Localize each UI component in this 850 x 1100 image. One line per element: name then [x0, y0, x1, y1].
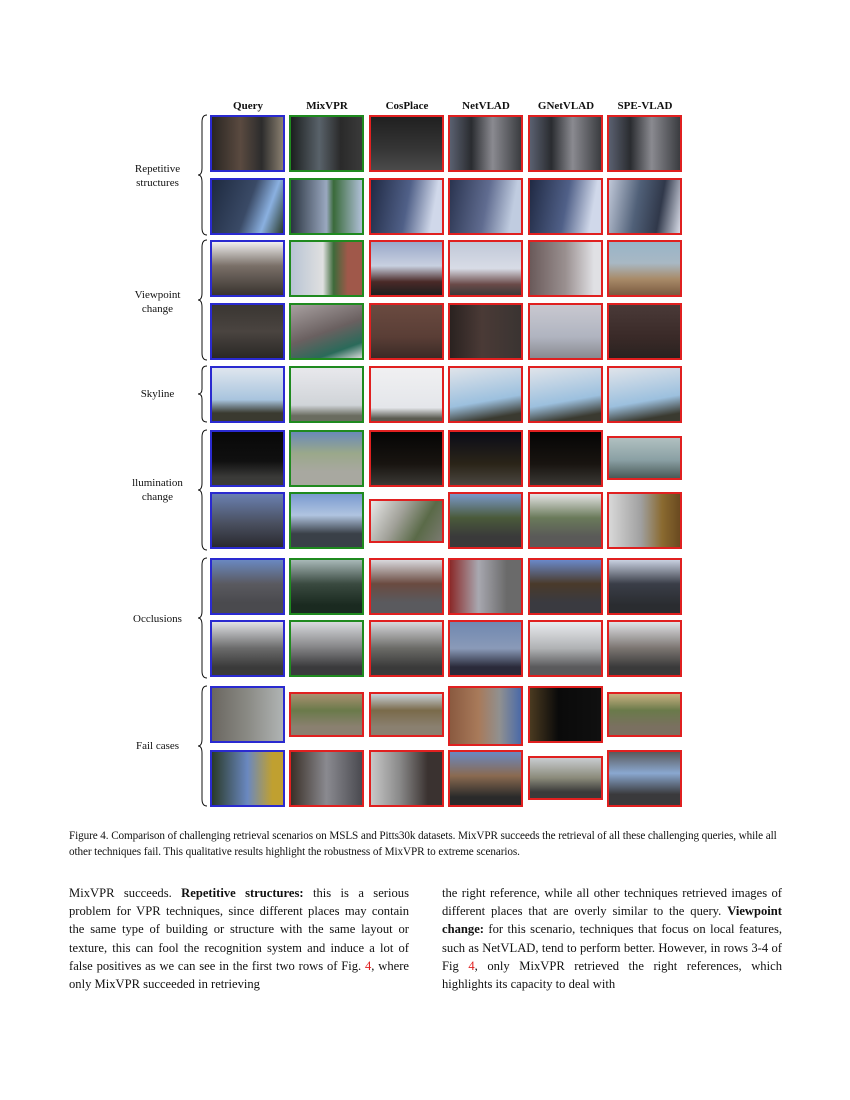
- brace-icon: [198, 429, 208, 551]
- gnetvlad-result-image: [528, 492, 603, 549]
- column-header-cosplace: CosPlace: [385, 100, 429, 112]
- mixvpr-result-image: [289, 303, 364, 360]
- spe-vlad-result-image: [607, 558, 682, 615]
- group-label-illumination: [120, 476, 195, 504]
- mixvpr-result-image: [289, 692, 364, 737]
- spe-vlad-result-image: [607, 750, 682, 807]
- text-run: this is a serious problem for VPR techniques, since different places may contain the same type of building or structure with the same layout or texture, this can fool the recognition system and induce a lot of false positives as we can see in the first two rows of Fig.: [69, 886, 409, 973]
- label-line: change: [141, 491, 174, 503]
- mixvpr-result-image: [289, 240, 364, 297]
- gnetvlad-result-image: [528, 686, 603, 743]
- column-header-query: Query: [233, 100, 263, 112]
- gnetvlad-result-image: [528, 115, 603, 172]
- query-image: [210, 178, 285, 235]
- text-run: MixVPR succeeds.: [69, 886, 182, 900]
- brace-icon: [198, 685, 208, 807]
- gnetvlad-result-image: [528, 430, 603, 487]
- netvlad-result-image: [448, 240, 523, 297]
- brace-icon: [198, 239, 208, 361]
- group-label-viewpoint: [120, 288, 195, 316]
- query-image: [210, 620, 285, 677]
- brace-icon: [198, 557, 208, 679]
- text-run: , only MixVPR retrieved the right references, which highlights its capacity to deal with: [442, 958, 782, 992]
- figure-ref-link[interactable]: 4: [365, 958, 372, 973]
- figure-caption: Figure 4. Comparison of challenging retrieval scenarios on MSLS and Pitts30k datasets. MixVPR succeeds the retrieval of all these challenging queries, while all other techniques fail. This qualitative results highlight the robustness of MixVPR to extreme scenarios.: [69, 830, 777, 858]
- mixvpr-result-image: [289, 366, 364, 423]
- label-line: change: [141, 303, 174, 315]
- cosplace-result-image: [369, 620, 444, 677]
- netvlad-result-image: [448, 303, 523, 360]
- column-header-mixvpr: MixVPR: [306, 100, 348, 112]
- text-run: the right reference, while all other techniques retrieved images of different places that are overly similar to the query.: [442, 886, 782, 919]
- mixvpr-result-image: [289, 430, 364, 487]
- label-line: Skyline: [140, 388, 175, 400]
- query-image: [210, 750, 285, 807]
- label-line: Fail cases: [135, 740, 180, 752]
- cosplace-result-image: [369, 178, 444, 235]
- bold-heading: Repetitive structures:: [181, 886, 304, 900]
- query-image: [210, 492, 285, 549]
- label-line: structures: [136, 177, 179, 189]
- spe-vlad-result-image: [607, 303, 682, 360]
- cosplace-result-image: [369, 303, 444, 360]
- column-header-netvlad: NetVLAD: [462, 100, 510, 112]
- group-label-fail-cases: [120, 739, 195, 753]
- gnetvlad-result-image: [528, 240, 603, 297]
- query-image: [210, 686, 285, 743]
- netvlad-result-image: [448, 620, 523, 677]
- netvlad-result-image: [448, 492, 523, 549]
- column-header-gnetvlad: GNetVLAD: [537, 100, 595, 112]
- spe-vlad-result-image: [607, 492, 682, 549]
- label-line: Viewpoint: [134, 289, 181, 301]
- netvlad-result-image: [448, 558, 523, 615]
- query-image: [210, 558, 285, 615]
- column-header-spe-vlad: SPE-VLAD: [617, 100, 673, 112]
- netvlad-result-image: [448, 750, 523, 807]
- mixvpr-result-image: [289, 750, 364, 807]
- spe-vlad-result-image: [607, 240, 682, 297]
- netvlad-result-image: [448, 686, 523, 746]
- gnetvlad-result-image: [528, 366, 603, 423]
- brace-icon: [198, 114, 208, 236]
- label-line: Occlusions: [133, 613, 182, 625]
- spe-vlad-result-image: [607, 366, 682, 423]
- query-image: [210, 430, 285, 487]
- gnetvlad-result-image: [528, 303, 603, 360]
- gnetvlad-result-image: [528, 756, 603, 800]
- cosplace-result-image: [369, 692, 444, 737]
- bold-heading: Viewpoint change:: [442, 904, 782, 937]
- label-line: llumination: [132, 477, 183, 489]
- query-image: [210, 240, 285, 297]
- text-run: for this scenario, techniques that focus on local features, such as NetVLAD, tend to perform better. However, in rows 3-4 of Fig: [442, 922, 782, 973]
- cosplace-result-image: [369, 115, 444, 172]
- cosplace-result-image: [369, 558, 444, 615]
- spe-vlad-result-image: [607, 436, 682, 480]
- gnetvlad-result-image: [528, 620, 603, 677]
- spe-vlad-result-image: [607, 178, 682, 235]
- group-label-repetitive: [120, 162, 195, 190]
- brace-icon: [198, 365, 208, 423]
- spe-vlad-result-image: [607, 115, 682, 172]
- cosplace-result-image: [369, 750, 444, 807]
- group-label-occlusions: [120, 612, 195, 626]
- figure-ref-link[interactable]: 4: [468, 958, 475, 973]
- mixvpr-result-image: [289, 115, 364, 172]
- text-run: , where only MixVPR succeeded in retrieving: [69, 958, 410, 992]
- spe-vlad-result-image: [607, 692, 682, 737]
- cosplace-result-image: [369, 499, 444, 543]
- gnetvlad-result-image: [528, 178, 603, 235]
- label-line: Repetitive: [134, 163, 181, 175]
- query-image: [210, 115, 285, 172]
- netvlad-result-image: [448, 115, 523, 172]
- netvlad-result-image: [448, 178, 523, 235]
- group-label-skyline: [120, 387, 195, 401]
- netvlad-result-image: [448, 430, 523, 487]
- gnetvlad-result-image: [528, 558, 603, 615]
- mixvpr-result-image: [289, 558, 364, 615]
- mixvpr-result-image: [289, 492, 364, 549]
- cosplace-result-image: [369, 430, 444, 487]
- body-text-left: [69, 884, 409, 993]
- mixvpr-result-image: [289, 620, 364, 677]
- query-image: [210, 366, 285, 423]
- netvlad-result-image: [448, 366, 523, 423]
- body-text-right: [442, 884, 782, 993]
- query-image: [210, 303, 285, 360]
- spe-vlad-result-image: [607, 620, 682, 677]
- cosplace-result-image: [369, 366, 444, 423]
- cosplace-result-image: [369, 240, 444, 297]
- mixvpr-result-image: [289, 178, 364, 235]
